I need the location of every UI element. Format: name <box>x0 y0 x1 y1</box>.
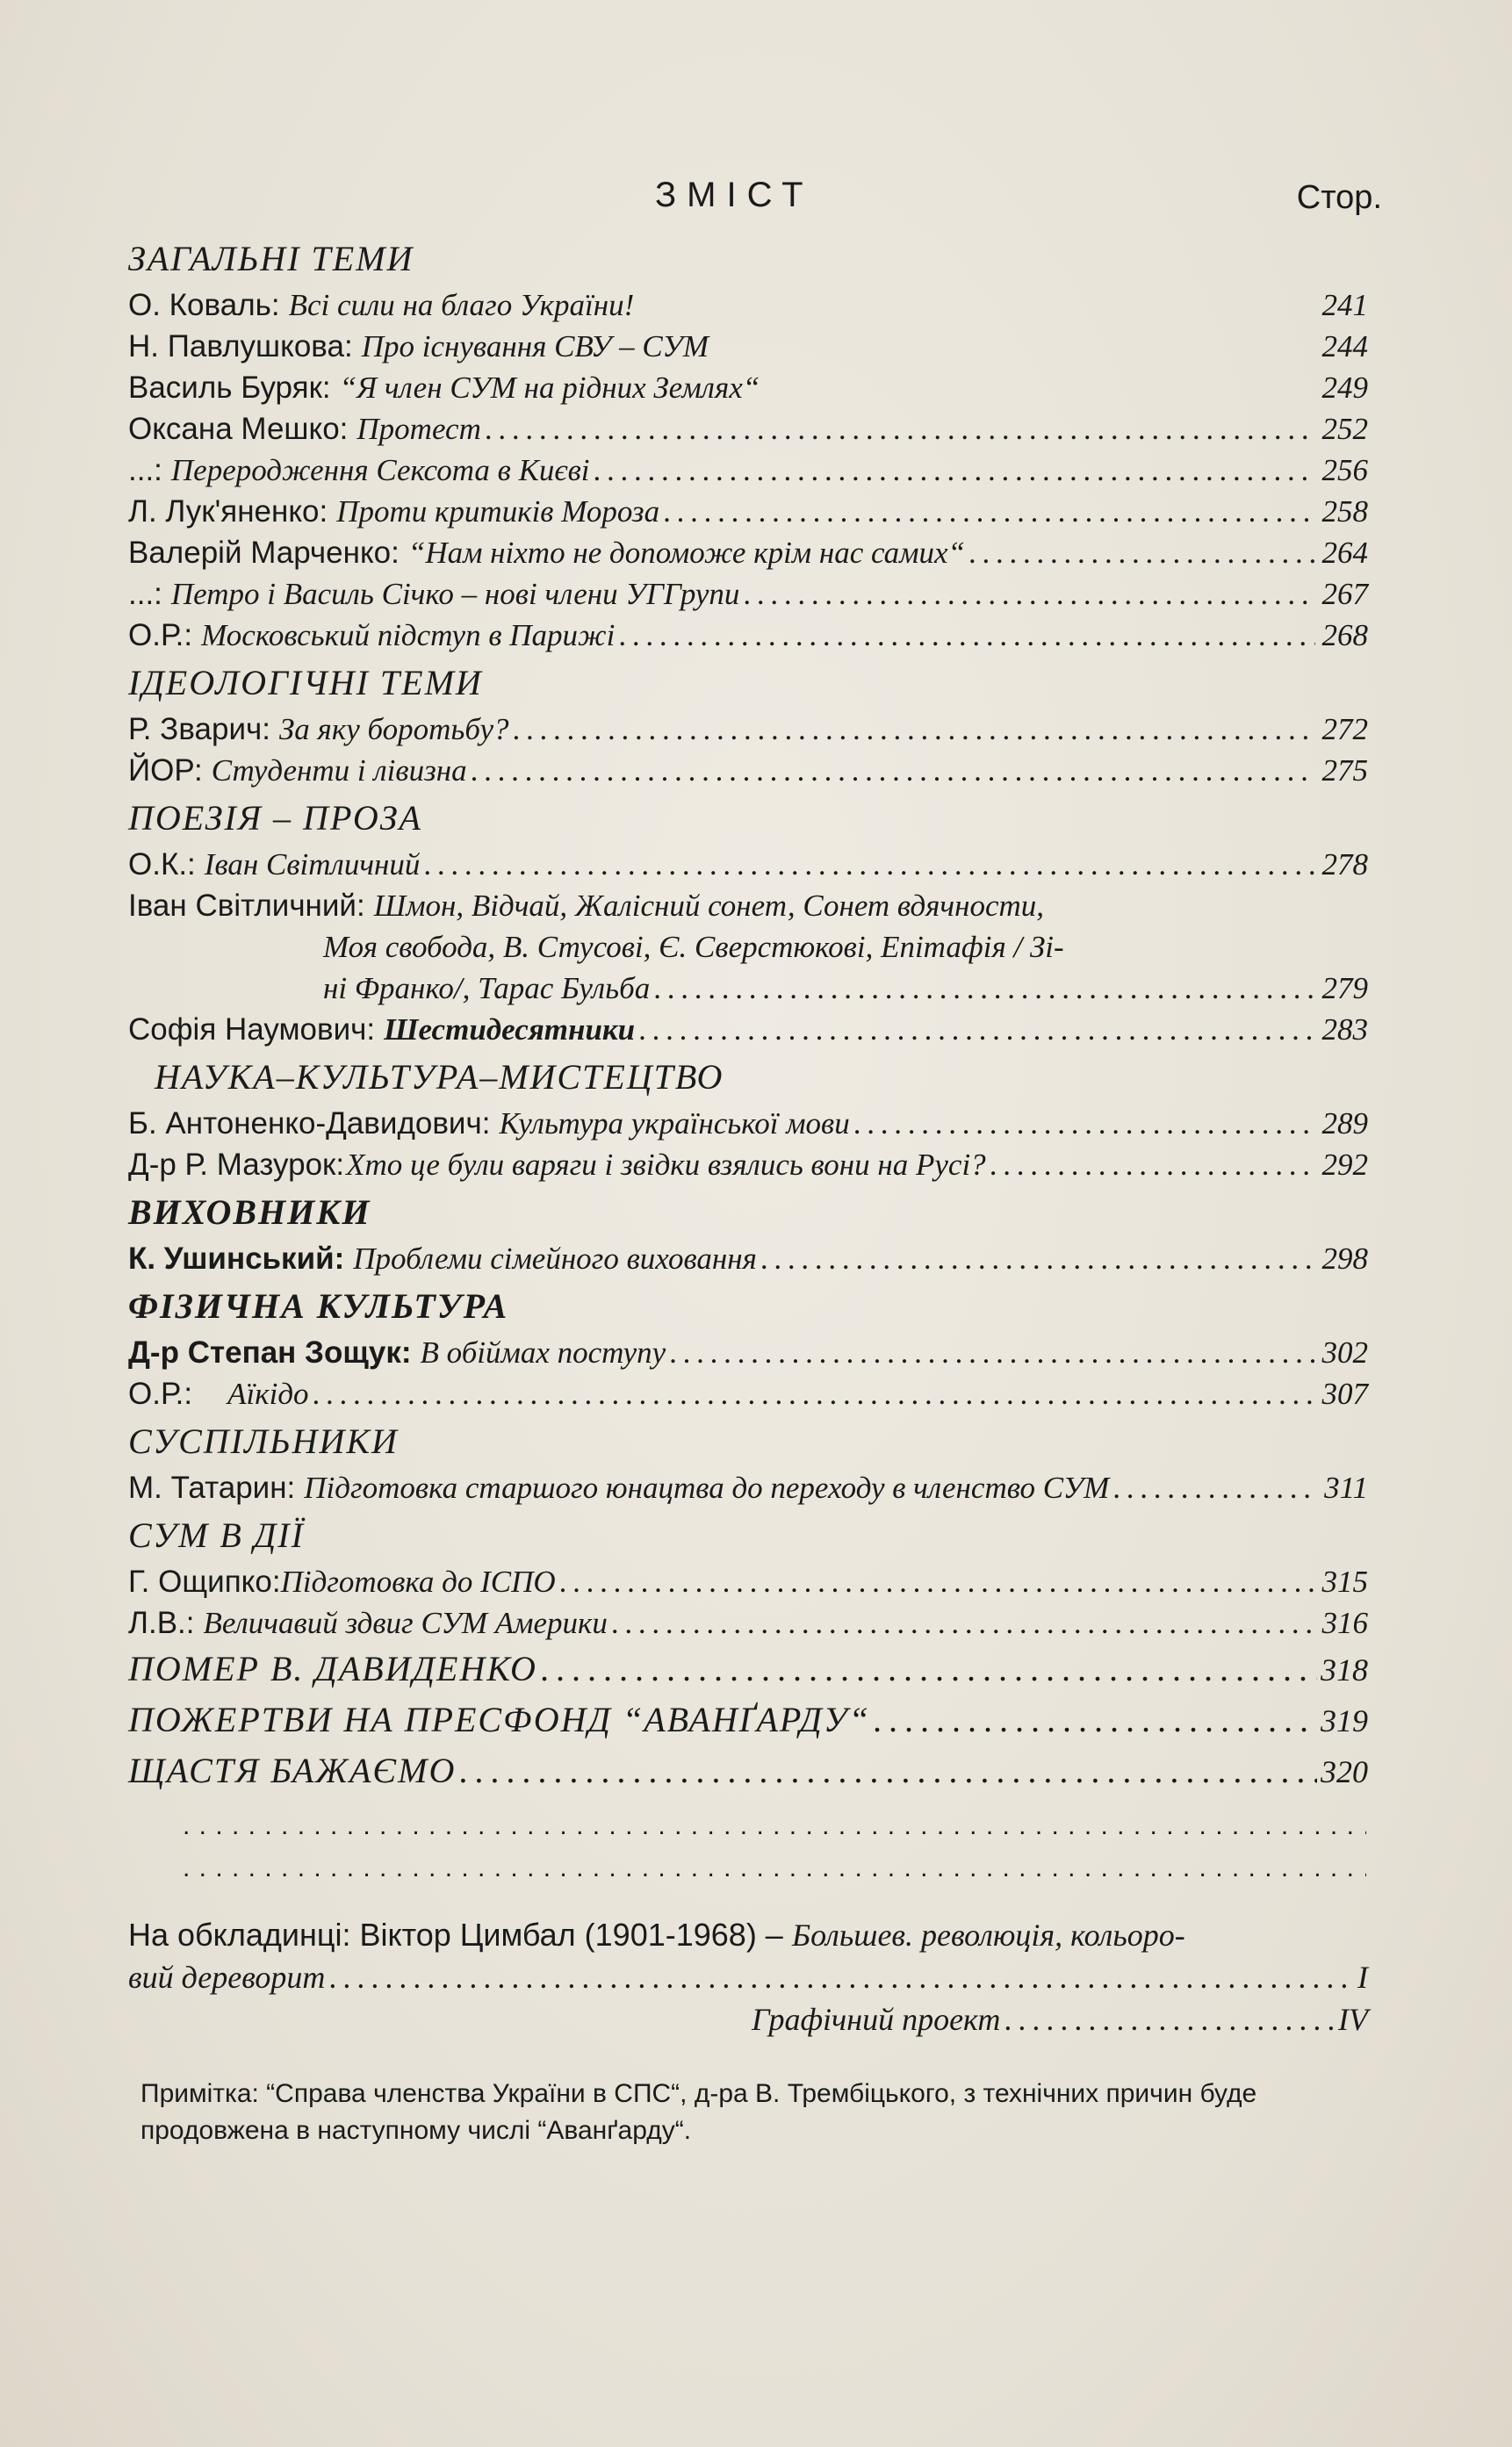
entry-page: 320 <box>1321 1754 1368 1789</box>
entry-title: Проблеми сімейного виховання <box>353 1241 757 1276</box>
toc-entry <box>128 573 1368 615</box>
entry-title-line: ні Франко/, Тарас Бульба <box>323 971 651 1005</box>
entry-author: Д-р Степан Зощук: <box>128 1335 412 1370</box>
footnote: Примітка: “Справа членства України в СПС“, д-ра В. Трембіцького, з технічних причин буде продовжена в наступному числі “Аванґарду“. <box>140 2079 1257 2145</box>
cover-artist: Віктор Цимбал (1901-1968) – <box>359 1917 783 1953</box>
dot-leader <box>669 1332 1315 1373</box>
section-entry-title: ПОЖЕРТВИ НА ПРЕСФОНД “АВАНҐАРДУ“ <box>128 1700 870 1739</box>
blank-dotted-line <box>183 1805 1366 1847</box>
entry-page: 316 <box>1321 1606 1368 1640</box>
entry-title-line: Шмон, Відчай, Жалісний сонет, Сонет вдячности, <box>373 889 1045 923</box>
toc-entry <box>128 1561 1368 1602</box>
entry-page: 252 <box>1321 412 1368 446</box>
entry-author: Л.В.: <box>128 1606 195 1640</box>
entry-title: Підготовка до ІСПО <box>280 1565 556 1599</box>
entry-page: 318 <box>1321 1652 1368 1688</box>
entry-author: Б. Антоненко-Давидович: <box>128 1106 491 1141</box>
entry-author: Василь Буряк: <box>128 371 331 405</box>
section-heading: ІДЕОЛОГІЧНІ ТЕМИ <box>128 663 483 702</box>
entry-title: Аїкідо <box>227 1377 309 1411</box>
dot-leader <box>313 1373 1315 1414</box>
section-entry-title: ЩАСТЯ БАЖАЄМО <box>128 1751 457 1790</box>
entry-page: 275 <box>1321 753 1368 788</box>
entry-page: 319 <box>1321 1703 1368 1738</box>
entry-page: 311 <box>1324 1471 1368 1505</box>
entry-page: 298 <box>1321 1241 1368 1276</box>
section-entry <box>128 1695 1368 1745</box>
cover-page: IV <box>1338 2002 1368 2037</box>
entry-author: Оксана Мешко: <box>128 412 349 446</box>
cover-line <box>128 1914 1368 1956</box>
toc-entry <box>128 284 1368 326</box>
cover-label: На обкладинці: <box>128 1917 351 1953</box>
entry-author: ...: <box>128 577 162 611</box>
entry-title: Про існування СВУ – СУМ <box>361 329 709 363</box>
entry-author: О.К.: <box>128 847 196 882</box>
section-entry-title: ПОМЕР В. ДАВИДЕНКО <box>128 1649 537 1688</box>
section-entry <box>128 1745 1368 1796</box>
entry-author: Валерій Марченко: <box>128 536 400 570</box>
dot-leader <box>638 1009 1315 1050</box>
dot-leader <box>594 450 1315 491</box>
dot-leader <box>874 1695 1317 1745</box>
section-heading: ВИХОВНИКИ <box>128 1192 371 1232</box>
entry-page: 249 <box>1321 371 1368 405</box>
entry-title: Всі сили на благо України! <box>288 288 635 322</box>
section-heading: ФІЗИЧНА КУЛЬТУРА <box>128 1286 509 1326</box>
entry-title: Студенти і лівизна <box>211 753 467 788</box>
entry-page: 315 <box>1321 1565 1368 1599</box>
dot-leader <box>513 709 1316 750</box>
entry-page: 292 <box>1321 1148 1368 1182</box>
dot-leader <box>559 1561 1315 1602</box>
dot-leader <box>760 1238 1315 1279</box>
entry-page: 278 <box>1321 847 1368 882</box>
entry-title: Шестидесятники <box>384 1012 636 1047</box>
toc-entry <box>128 1373 1368 1414</box>
entry-title: Іван Світличний <box>204 847 421 882</box>
entry-author: К. Ушинський: <box>128 1241 345 1276</box>
entry-page: 302 <box>1321 1335 1368 1370</box>
entry-page: 267 <box>1321 577 1368 611</box>
section-entry <box>128 1644 1368 1695</box>
toc-list <box>128 232 1368 2149</box>
dot-leader <box>328 1956 1354 1998</box>
toc-entry <box>128 844 1368 885</box>
entry-author: О.Р.: <box>128 618 193 652</box>
entry-title: В обіймах поступу <box>420 1335 666 1370</box>
entry-line <box>128 926 1368 968</box>
dot-leader <box>485 408 1315 450</box>
dot-leader <box>423 844 1315 885</box>
cover-work-line: вий дереворит <box>128 1960 326 1995</box>
cover-line <box>128 1998 1368 2040</box>
cover-line <box>128 1956 1368 1998</box>
toc-entry <box>128 615 1368 656</box>
entry-author: Софія Наумович: <box>128 1012 376 1047</box>
entry-title: Петро і Василь Січко – нові члени УГГрупи <box>170 577 740 611</box>
toc-entry <box>128 1602 1368 1644</box>
entry-page: 283 <box>1321 1012 1368 1047</box>
toc-entry <box>128 750 1368 791</box>
entry-title: “Я член СУМ на рідних Землях“ <box>339 371 760 405</box>
graphic-label: Графічний проект <box>752 2002 1001 2037</box>
toc-header <box>0 176 1512 228</box>
cover-info <box>128 1914 1368 2040</box>
section-heading: СУСПІЛЬНИКИ <box>128 1421 399 1461</box>
toc-entry-multiline <box>128 885 1368 1009</box>
section-heading: ЗАГАЛЬНІ ТЕМИ <box>128 239 414 278</box>
dot-leader <box>541 1644 1317 1695</box>
dot-leader <box>990 1144 1315 1185</box>
entry-title: Московський підступ в Парижі <box>201 618 616 652</box>
dot-leader <box>459 1745 1317 1796</box>
dot-leader <box>663 491 1315 532</box>
entry-page: 279 <box>1321 971 1368 1005</box>
section-heading: ПОЕЗІЯ – ПРОЗА <box>128 798 422 838</box>
entry-author: Л. Лук'яненко: <box>128 494 328 529</box>
entry-author: Р. Зварич: <box>128 712 270 746</box>
toc-entry <box>128 709 1368 750</box>
entry-title: “Нам ніхто не допоможе крім нас самих“ <box>407 536 965 570</box>
dot-leader <box>1112 1467 1315 1508</box>
entry-title: Культура української мови <box>499 1106 850 1141</box>
entry-title: Хто це були варяги і звідки взялись вони на Русі? <box>346 1148 986 1182</box>
entry-page: 258 <box>1321 494 1368 529</box>
entry-page: 244 <box>1321 329 1368 363</box>
entry-title: Переродження Сексота в Києві <box>170 453 590 487</box>
entry-title: Проти критиків Мороза <box>336 494 660 529</box>
blank-dotted-line <box>183 1847 1366 1889</box>
entry-author: Іван Світличний: <box>128 889 365 923</box>
dot-leader <box>1004 1998 1335 2040</box>
toc-entry <box>128 532 1368 573</box>
entry-title: Підготовка старшого юнацтва до переходу в членство СУМ <box>304 1471 1110 1505</box>
dot-leader <box>653 968 1315 1009</box>
cover-work-line: Большев. революція, кольоро- <box>791 1918 1185 1953</box>
toc-title: ЗМІСТ <box>655 176 814 214</box>
entry-author: О.Р.: <box>128 1377 193 1411</box>
page-column-label: Стор. <box>1296 179 1382 216</box>
entry-page: 241 <box>1321 288 1368 322</box>
toc-entry <box>128 1009 1368 1050</box>
toc-entry <box>128 1103 1368 1144</box>
entry-author: ЙОР: <box>128 753 203 788</box>
toc-entry <box>128 1144 1368 1185</box>
entry-title: Протест <box>356 412 481 446</box>
entry-author: Д-р Р. Мазурок: <box>128 1148 345 1182</box>
entry-title-line: Моя свобода, В. Стусові, Є. Сверстюкові, Епітафія / Зі- <box>323 930 1064 964</box>
toc-entry <box>128 1467 1368 1508</box>
dot-leader <box>853 1103 1315 1144</box>
entry-author: О. Коваль: <box>128 288 280 322</box>
entry-author: Г. Ощипко: <box>128 1565 281 1599</box>
toc-entry <box>128 367 1368 408</box>
entry-author: ...: <box>128 453 162 487</box>
dot-leader <box>968 532 1315 573</box>
entry-page: 264 <box>1321 536 1368 570</box>
entry-page: 256 <box>1321 453 1368 487</box>
toc-entry <box>128 1238 1368 1279</box>
dot-leader <box>471 750 1315 791</box>
toc-entry <box>128 408 1368 450</box>
toc-entry <box>128 491 1368 532</box>
entry-page: 268 <box>1321 618 1368 652</box>
dot-leader <box>618 615 1315 656</box>
dot-leader <box>743 573 1315 615</box>
entry-line <box>128 968 1368 1009</box>
entry-title: Величавий здвиг СУМ Америки <box>203 1606 608 1640</box>
entry-author: Н. Павлушкова: <box>128 329 353 363</box>
entry-title: За яку боротьбу? <box>278 712 509 746</box>
toc-entry <box>128 326 1368 367</box>
entry-line <box>128 885 1368 926</box>
toc-entry <box>128 1332 1368 1373</box>
toc-entry <box>128 450 1368 491</box>
entry-page: 307 <box>1321 1377 1368 1411</box>
dot-leader <box>611 1602 1315 1644</box>
section-heading: СУМ В ДІЇ <box>128 1515 305 1555</box>
entry-page: 272 <box>1321 712 1368 746</box>
cover-page: I <box>1357 1960 1368 1995</box>
entry-page: 289 <box>1321 1106 1368 1141</box>
entry-author: М. Татарин: <box>128 1471 296 1505</box>
section-heading: НАУКА–КУЛЬТУРА–МИСТЕЦТВО <box>155 1057 724 1097</box>
